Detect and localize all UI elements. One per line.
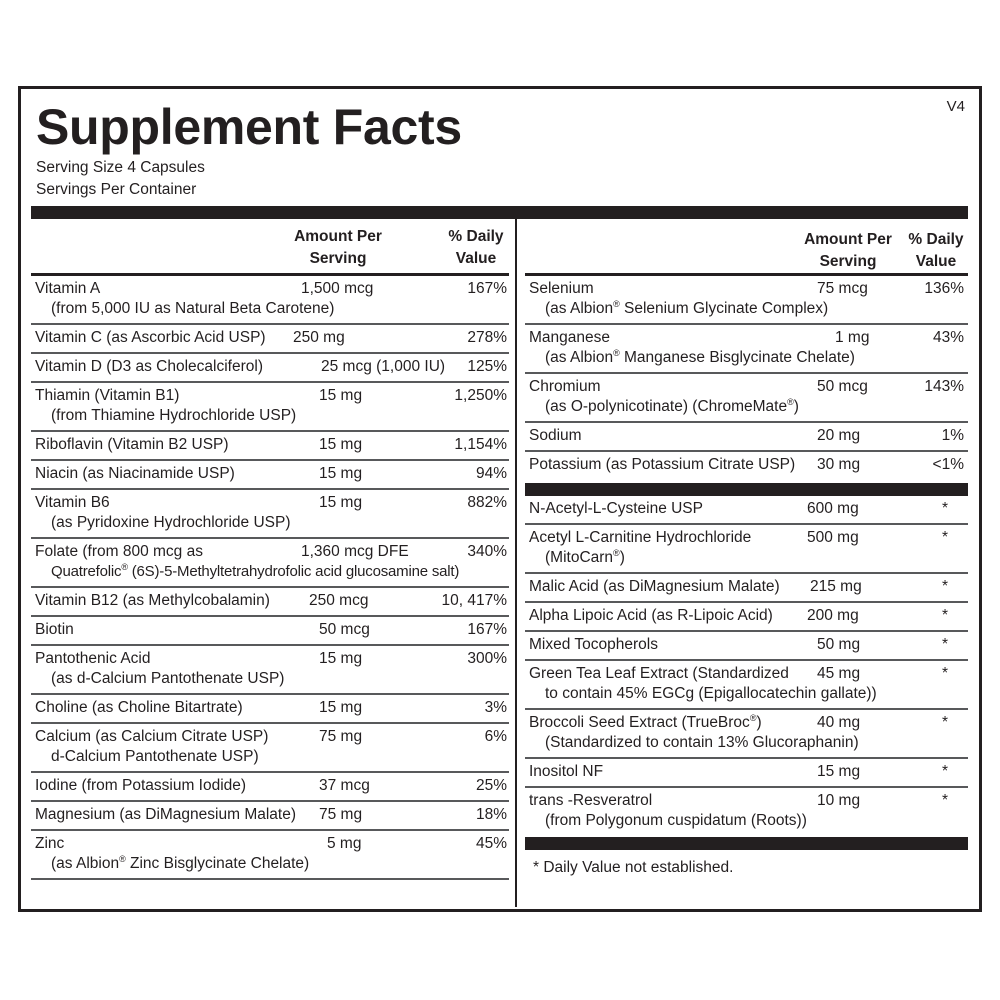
nutrient-row-vitamin-b6: Vitamin B6 (as Pyridoxine Hydrochloride USP) 15 mg 882% (31, 490, 509, 539)
right-column-header (525, 219, 968, 276)
amount: 20 mg (817, 427, 861, 444)
section-thick-rule (525, 483, 968, 496)
amount: 250 mcg (309, 592, 369, 609)
daily-value: 136% (924, 280, 964, 297)
daily-value: <1% (932, 456, 964, 473)
servings-per-container: Servings Per Container (36, 181, 197, 198)
nutrient-row-selenium: Selenium (as Albion® Selenium Glycinate Complex) 75 mcg 136% (525, 276, 968, 325)
ingredient-row-malic-acid: Malic Acid (as DiMagnesium Malate) 215 mg * (525, 574, 968, 603)
nutrient-row-pantothenic-acid: Pantothenic Acid (as d-Calcium Pantothenate USP) 15 mg 300% (31, 646, 509, 695)
amount: 500 mg (807, 529, 859, 546)
nutrient-row-chromium: Chromium (as O-polynicotinate) (ChromeMate®) 50 mcg 143% (525, 374, 968, 423)
column-divider (515, 219, 517, 907)
amount: 15 mg (319, 494, 363, 511)
label-title: Supplement Facts (36, 99, 462, 155)
daily-value: 882% (467, 494, 507, 511)
amount: 600 mg (807, 500, 859, 517)
amount: 15 mg (319, 387, 363, 404)
amount: 15 mg (319, 465, 363, 482)
right-column (525, 219, 968, 878)
daily-value: * (941, 578, 948, 595)
daily-value: 45% (475, 835, 507, 852)
nutrient-row-niacin: Niacin (as Niacinamide USP) 15 mg 94% (31, 461, 509, 490)
amount: 25 mcg (1,000 IU) (321, 358, 446, 375)
amount: 200 mg (807, 607, 859, 624)
header-thick-rule (31, 206, 968, 219)
daily-value: * (941, 763, 948, 780)
daily-value: * (941, 607, 948, 624)
amount: 15 mg (319, 436, 363, 453)
amount: 75 mg (319, 728, 363, 745)
amount: 250 mg (293, 329, 345, 346)
nutrient-row-manganese: Manganese (as Albion® Manganese Bisglycinate Chelate) 1 mg 43% (525, 325, 968, 374)
footnote-daily-value: * Daily Value not established. (533, 859, 734, 876)
nutrient-row-magnesium: Magnesium (as DiMagnesium Malate) 75 mg 18% (31, 802, 509, 831)
ingredient-row-inositol: Inositol NF 15 mg * (525, 759, 968, 788)
amount: 15 mg (319, 650, 363, 667)
amount: 1 mg (835, 329, 870, 346)
daily-value: 10, 417% (441, 592, 507, 609)
daily-value: 3% (484, 699, 507, 716)
ingredient-row-mixed-tocopherols: Mixed Tocopherols 50 mg * (525, 632, 968, 661)
daily-value: 300% (467, 650, 507, 667)
amount: 10 mg (817, 792, 861, 809)
amount-per-serving-header: Amount Per Serving (294, 228, 382, 267)
daily-value: 43% (932, 329, 964, 346)
daily-value: 167% (467, 621, 507, 638)
nutrient-row-vitamin-a: Vitamin A (from 5,000 IU as Natural Beta Carotene) 1,500 mcg 167% (31, 276, 509, 325)
nutrient-row-choline: Choline (as Choline Bitartrate) 15 mg 3% (31, 695, 509, 724)
ingredient-row-nac: N-Acetyl-L-Cysteine USP 600 mg * (525, 496, 968, 525)
amount: 30 mg (817, 456, 861, 473)
ingredient-row-green-tea: Green Tea Leaf Extract (Standardized to contain 45% EGCg (Epigallocatechin gallate)) 45 mg * (525, 661, 968, 710)
daily-value: * (941, 636, 948, 653)
daily-value: 143% (924, 378, 964, 395)
amount: 50 mg (817, 636, 861, 653)
amount: 1,360 mcg DFE (301, 543, 409, 560)
nutrient-row-iodine: Iodine (from Potassium Iodide) 37 mcg 25% (31, 773, 509, 802)
nutrient-row-folate: Folate (from 800 mcg as Quatrefolic® (6S)-5-Methyltetrahydrofolic acid glucosamine salt) 1,360 mcg DFE 340% (31, 539, 509, 588)
amount: 1,500 mcg (301, 280, 374, 297)
daily-value: 25% (475, 777, 507, 794)
serving-size: Serving Size 4 Capsules (36, 159, 205, 176)
daily-value: 340% (467, 543, 507, 560)
ingredient-row-broccoli-seed: Broccoli Seed Extract (TrueBroc®) (Standardized to contain 13% Glucoraphanin) 40 mg * (525, 710, 968, 759)
amount: 75 mg (319, 806, 363, 823)
nutrient-row-zinc: Zinc (as Albion® Zinc Bisglycinate Chelate) 5 mg 45% (31, 831, 509, 880)
version-code: V4 (946, 98, 965, 115)
daily-value: 6% (484, 728, 507, 745)
amount: 40 mg (817, 714, 861, 731)
nutrient-row-potassium: Potassium (as Potassium Citrate USP) 30 mg <1% (529, 456, 964, 473)
amount: 50 mcg (319, 621, 370, 638)
left-column (31, 219, 509, 880)
daily-value: 1,250% (454, 387, 507, 404)
amount: 37 mcg (319, 777, 370, 794)
daily-value: 167% (467, 280, 507, 297)
nutrient-row-sodium: Sodium 20 mg 1% (525, 423, 968, 452)
daily-value: * (941, 714, 948, 731)
daily-value: * (941, 529, 948, 546)
supplement-facts-panel (18, 86, 982, 912)
nutrient-row-thiamin: Thiamin (Vitamin B1) (from Thiamine Hydrochloride USP) 15 mg 1,250% (31, 383, 509, 432)
amount: 50 mcg (817, 378, 868, 395)
daily-value: * (941, 665, 948, 682)
daily-value: * (941, 500, 948, 517)
daily-value: 94% (475, 465, 507, 482)
daily-value-header: % Daily Value (908, 231, 964, 270)
daily-value: 125% (467, 358, 507, 375)
ingredient-row-alpha-lipoic-acid: Alpha Lipoic Acid (as R-Lipoic Acid) 200 mg * (525, 603, 968, 632)
left-column-header (31, 219, 509, 276)
amount: 45 mg (817, 665, 861, 682)
amount: 5 mg (327, 835, 362, 852)
ingredient-row-resveratrol: trans -Resveratrol (from Polygonum cuspidatum (Roots)) 10 mg * (529, 792, 948, 829)
nutrient-row-vitamin-d: Vitamin D (D3 as Cholecalciferol) 25 mcg (1,000 IU) 125% (31, 354, 509, 383)
amount: 15 mg (319, 699, 363, 716)
amount: 15 mg (817, 763, 861, 780)
footer-thick-rule (525, 837, 968, 850)
daily-value-header: % Daily Value (448, 228, 504, 267)
amount-per-serving-header: Amount Per Serving (804, 231, 892, 270)
nutrient-row-riboflavin: Riboflavin (Vitamin B2 USP) 15 mg 1,154% (31, 432, 509, 461)
amount: 215 mg (810, 578, 862, 595)
amount: 75 mcg (817, 280, 868, 297)
nutrient-row-vitamin-c: Vitamin C (as Ascorbic Acid USP) 250 mg 278% (31, 325, 509, 354)
daily-value: 1% (941, 427, 964, 444)
nutrient-row-vitamin-b12: Vitamin B12 (as Methylcobalamin) 250 mcg 10, 417% (31, 588, 509, 617)
daily-value: 278% (467, 329, 507, 346)
daily-value: 18% (475, 806, 507, 823)
ingredient-row-acetyl-l-carnitine: Acetyl L-Carnitine Hydrochloride (MitoCarn®) 500 mg * (525, 525, 968, 574)
nutrient-row-calcium: Calcium (as Calcium Citrate USP) d-Calcium Pantothenate USP) 75 mg 6% (31, 724, 509, 773)
daily-value: * (941, 792, 948, 809)
nutrient-row-biotin: Biotin 50 mcg 167% (31, 617, 509, 646)
daily-value: 1,154% (454, 436, 507, 453)
